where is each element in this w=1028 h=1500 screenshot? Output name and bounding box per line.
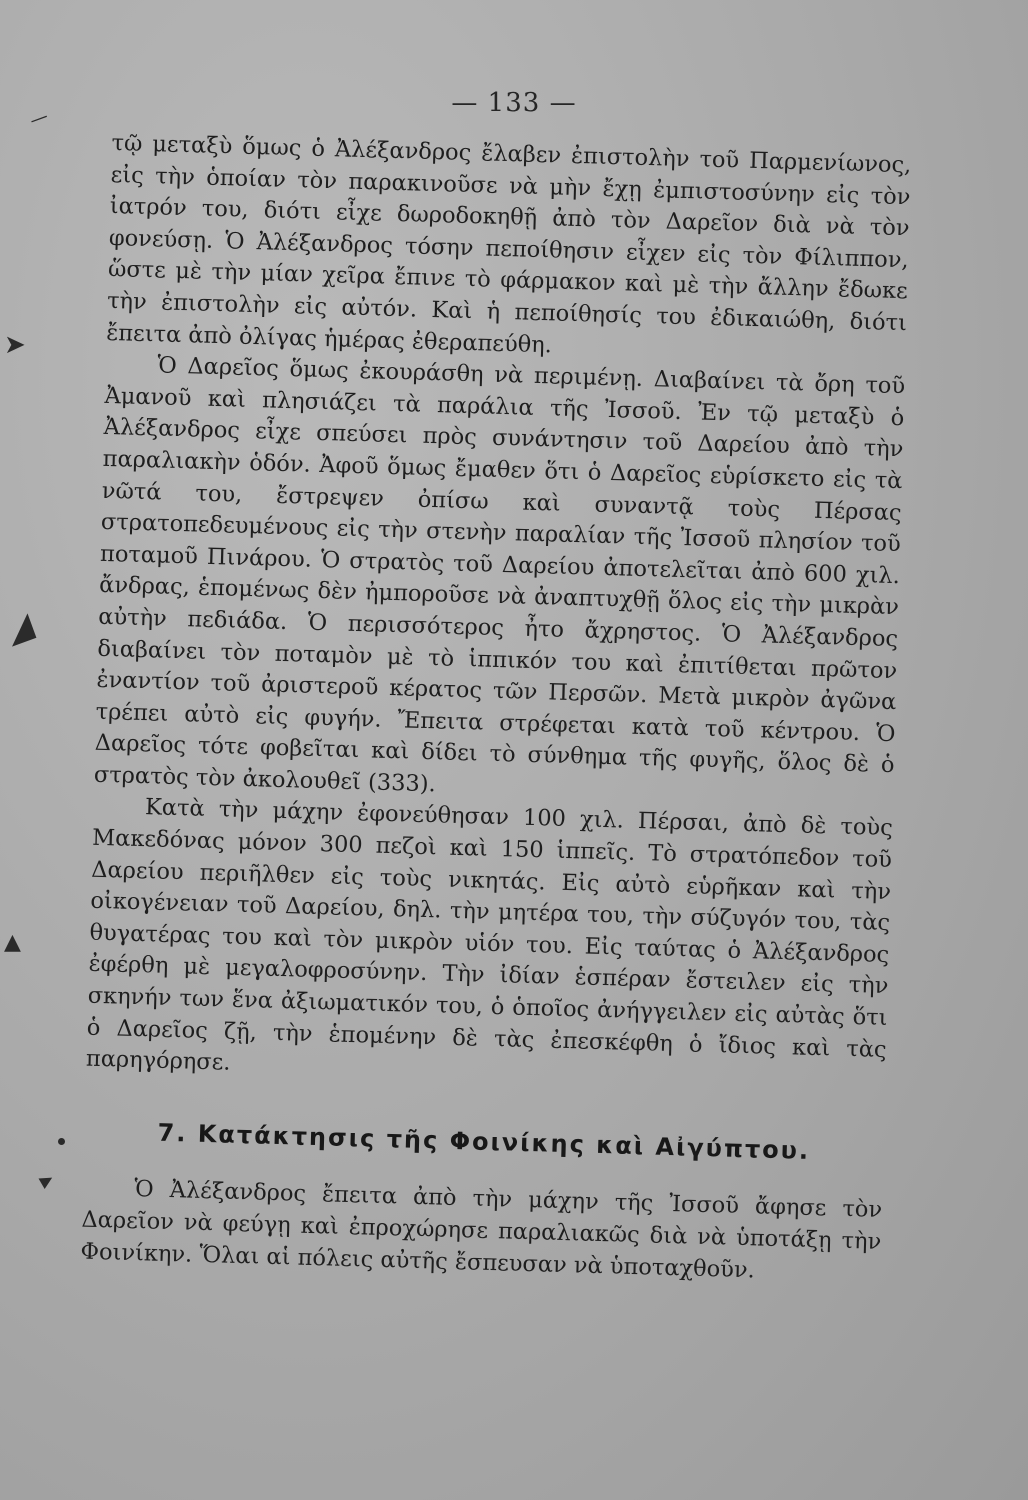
binding-mark-arrow-icon: ▶ — [36, 1168, 57, 1191]
page-body — [80, 128, 912, 1290]
paragraph-phoenicia: Ὁ Ἀλέξανδρος ἔπειτα ἀπὸ τὴν μάχην τῆς Ἰσσοῦ ἄφησε τὸν Δαρεῖον νὰ φεύγῃ καὶ ἐπροχώρησε παραλιακῶς διὰ νὰ ὑποτάξῃ τὴν Φοινίκην. Ὅλαι αἱ πόλεις αὐτῆς ἔσπευσαν νὰ ὑποταχθοῦν. — [80, 1176, 883, 1283]
paragraph-aftermath: Κατὰ τὴν μάχην ἐφονεύθησαν 100 χιλ. Πέρσαι, ἀπὸ δὲ τοὺς Μακεδόνας μόνον 300 πεζοὶ καὶ 150 ἱππεῖς. Τὸ στρατόπεδον τοῦ Δαρείου περιῆλθεν εἰς τοὺς νικητάς. Εἰς αὐτὸ εὑρῆκαν καὶ τὴν οἰκογένειαν τοῦ Δαρείου, δηλ. τὴν μητέρα του, τὴν σύζυγόν του, τὰς θυγατέρας του καὶ τὸν μικρὸν υἱόν του. Εἰς ταύτας ὁ Ἀλέξανδρος ἐφέρθη μὲ μεγαλοφροσύνην. Τὴν ἰδίαν ἑσπέραν ἔστειλεν εἰς τὴν σκηνήν των ἕνα ἀξιωματικόν του, ὁ ὁποῖος ἀνήγγειλεν εἰς αὐτὰς ὅτι ὁ Δαρεῖος ζῇ, τὴν ἑπομένην δὲ τὰς ἐπεσκέφθη ὁ ἴδιος καὶ τὰς παρηγόρησε. — [85, 794, 894, 1076]
paragraph-parmenion-letter: τῷ μεταξὺ ὅμως ὁ Ἀλέξανδρος ἔλαβεν ἐπιστολὴν τοῦ Παρμενίωνος, εἰς τὴν ὁποίαν τὸν παρακινοῦσε νὰ μὴν ἔχῃ ἐμπιστοσύνην εἰς τὸν ἰατρόν του, διότι εἶχε δωροδοκηθῇ ἀπὸ τὸν Δαρεῖον διὰ νὰ τὸν φονεύσῃ. Ὁ Ἀλέξανδρος τόσην πεποίθησιν εἶχεν εἰς τὸν Φίλιππον, ὥστε μὲ τὴν μίαν χεῖρα ἔπινε τὸ φάρμακον καὶ μὲ τὴν ἄλλην ἔδωκε τὴν ἐπιστολὴν εἰς αὐτόν. Καὶ ἡ πεποίθησίς του ἐδικαιώθη, διότι ἔπειτα ἀπὸ ὀλίγας ἡμέρας ἐθεραπεύθη. — [105, 129, 912, 358]
binding-mark-arrow-icon: — — [26, 105, 52, 132]
binding-mark-arrow-icon: ➤ — [4, 330, 26, 360]
page-number: — 133 — — [451, 88, 577, 118]
binding-hole-icon — [58, 1138, 65, 1145]
binding-mark-arrow-icon: ▲ — [4, 930, 21, 955]
binding-mark-arrow-icon: ◢ — [0, 604, 39, 652]
paragraph-battle-issus: Ὁ Δαρεῖος ὅμως ἐκουράσθη νὰ περιμένῃ. Διαβαίνει τὰ ὄρη τοῦ Ἀμανοῦ καὶ πλησιάζει τὰ παράλια τῆς Ἰσσοῦ. Ἐν τῷ μεταξὺ ὁ Ἀλέξανδρος εἶχε σπεύσει πρὸς συνάντησιν τοῦ Δαρείου ἀπὸ τὴν παραλιακὴν ὁδόν. Ἀφοῦ ὅμως ἔμαθεν ὅτι ὁ Δαρεῖος εὑρίσκετο εἰς τὰ νῶτά του, ἔστρεψεν ὀπίσω καὶ συναντᾷ τοὺς Πέρσας στρατοπεδευμένους εἰς τὴν στενὴν παραλίαν τῆς Ἰσσοῦ πλησίον τοῦ ποταμοῦ Πινάρου. Ὁ στρατὸς τοῦ Δαρείου ἀποτελεῖται ἀπὸ 600 χιλ. ἄνδρας, ἑπομένως δὲν ἠμποροῦσε νὰ ἀναπτυχθῇ ὅλος εἰς τὴν μικρὰν αὐτὴν πεδιάδα. Ὁ περισσότερος ἦτο ἄχρηστος. Ὁ Ἀλέξανδρος διαβαίνει τὸν ποταμὸν μὲ τὸ ἱππικόν του καὶ ἐπιτίθεται πρῶτον ἐναντίον τοῦ ἀριστεροῦ κέρατος τῶν Περσῶν. Μετὰ μικρὸν ἀγῶνα τρέπει αὐτὸ εἰς φυγήν. Ἔπειτα στρέφεται κατὰ τοῦ κέντρου. Ὁ Δαρεῖος τότε φοβεῖται καὶ δίδει τὸ σύνθημα τῆς φυγῆς, ὅλος δὲ ὁ στρατὸς τὸν ἀκολουθεῖ (333). — [93, 352, 906, 798]
section-heading: 7. Κατάκτησις τῆς Φοινίκης καὶ Αἰγύπτου. — [157, 1118, 811, 1165]
